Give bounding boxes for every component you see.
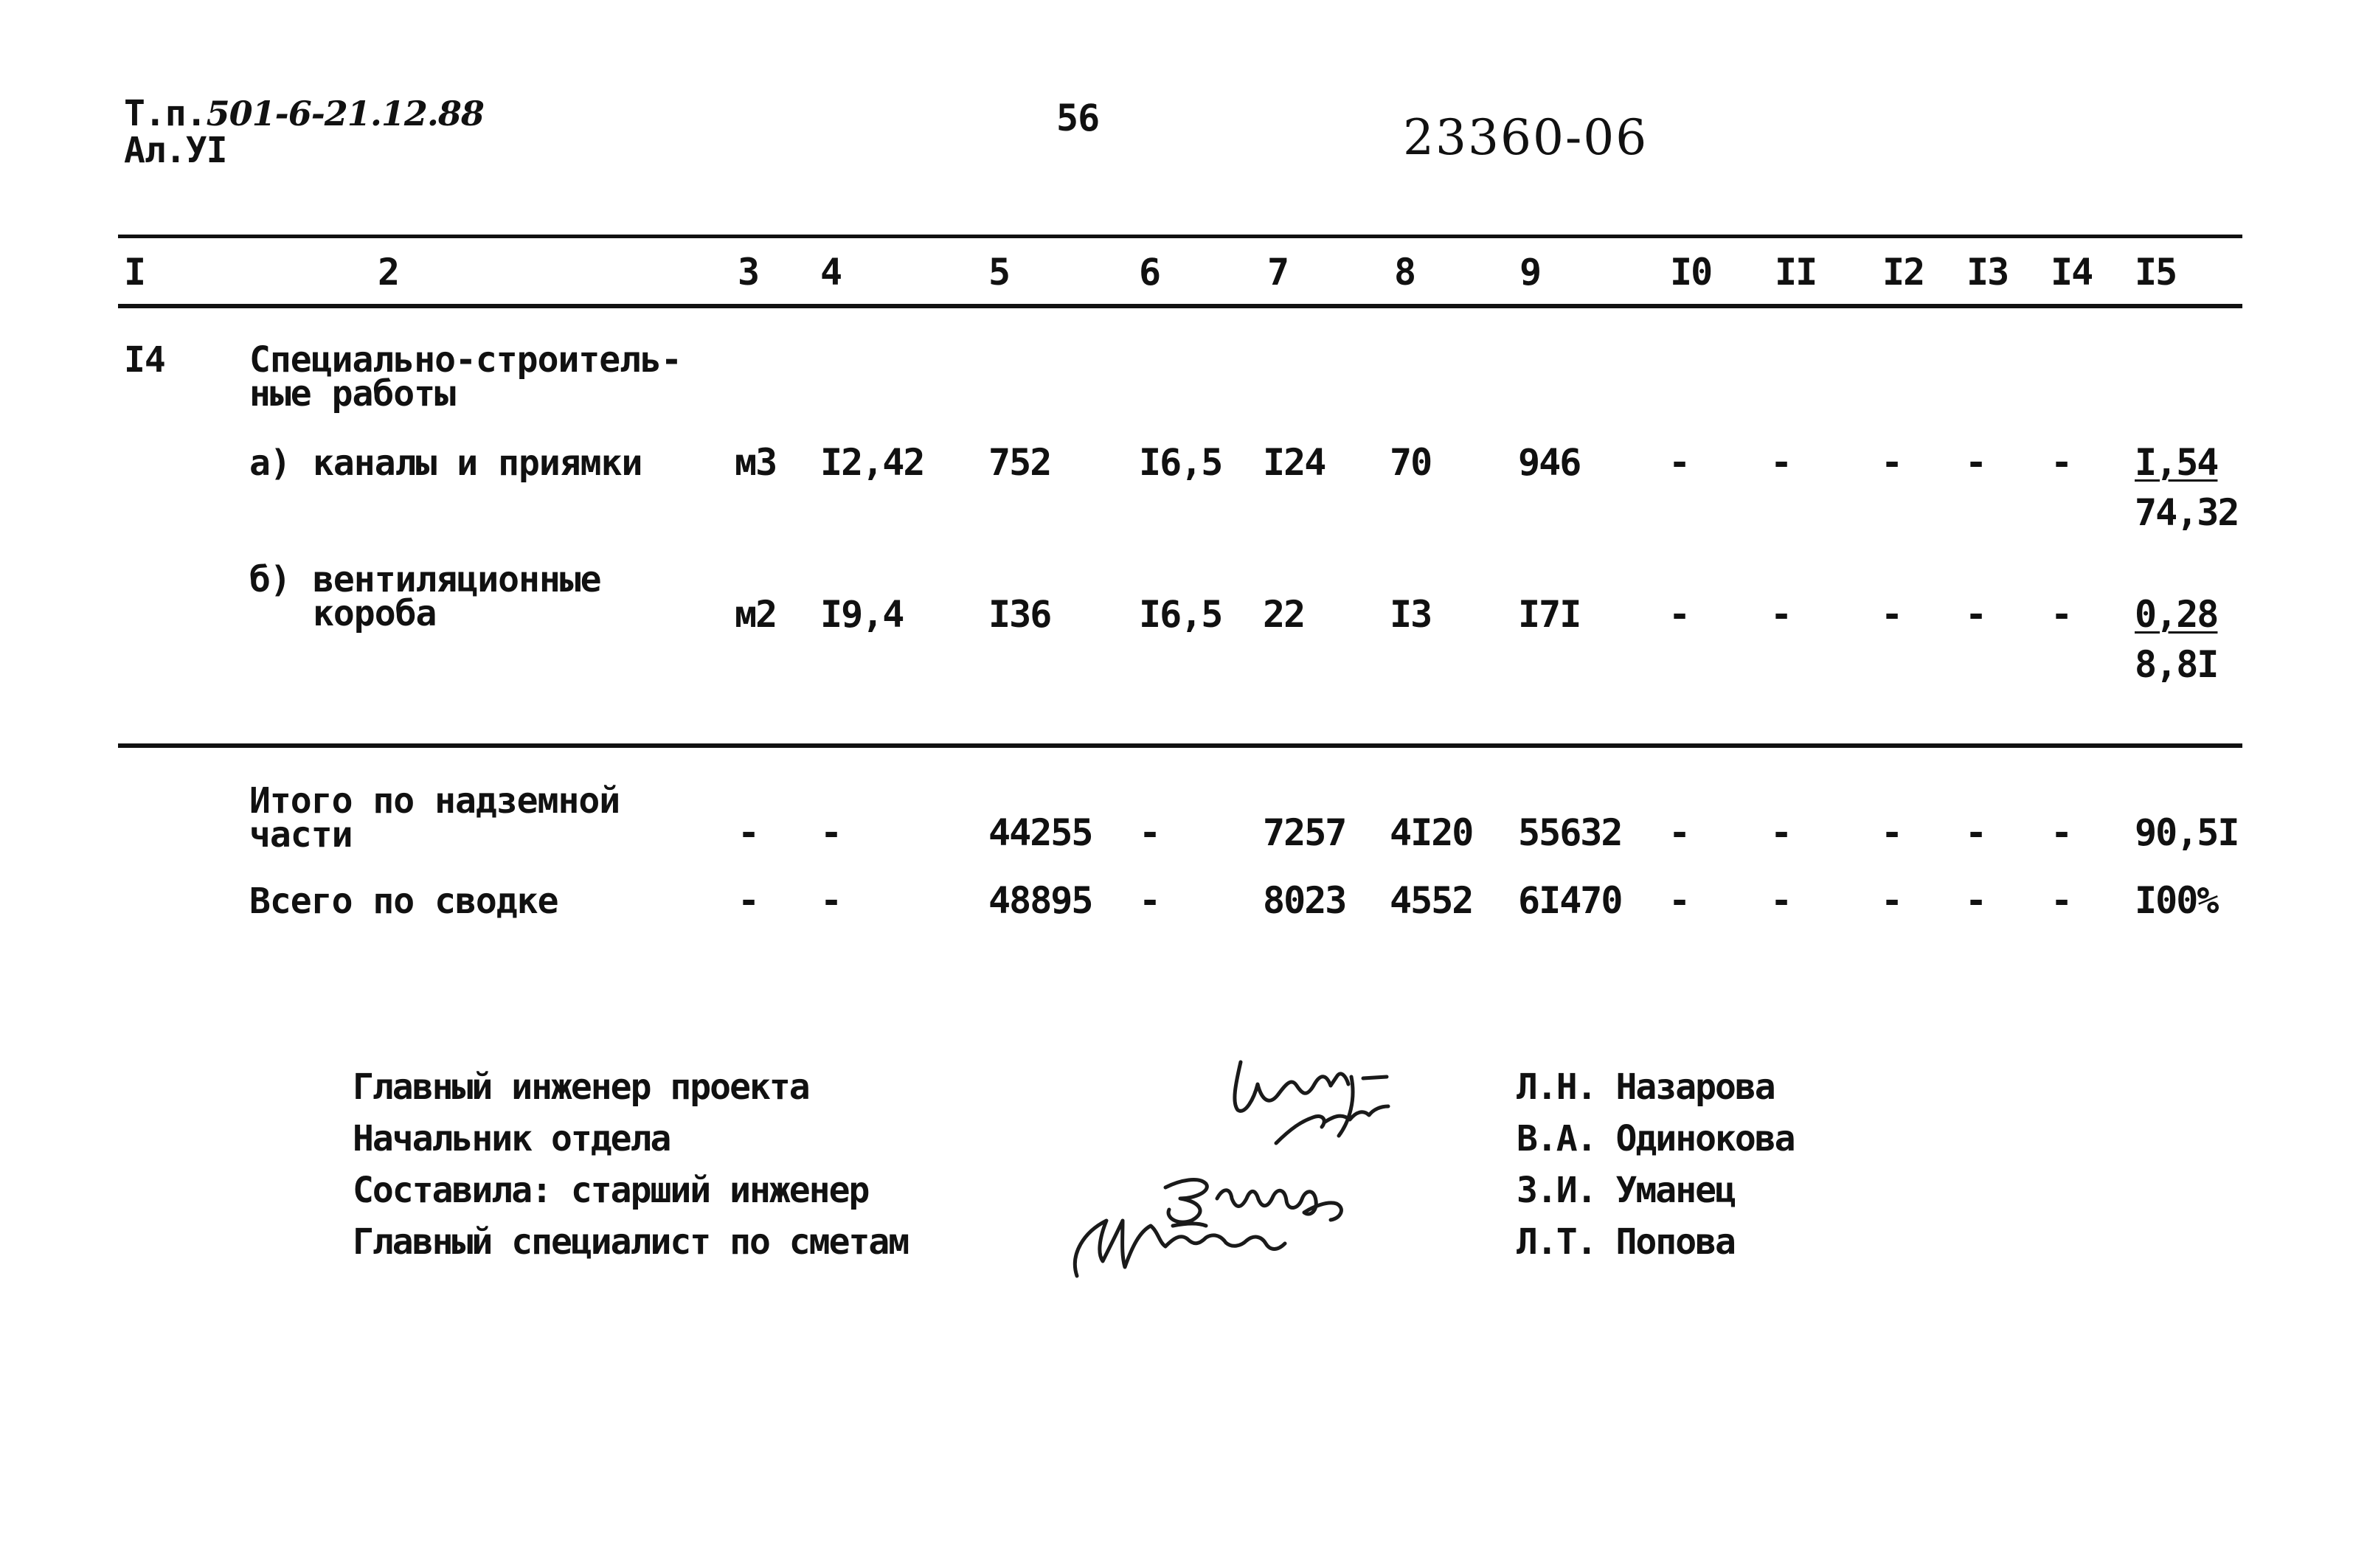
row-col6: I6,5 — [1139, 593, 1222, 636]
col-header-7: 7 — [1267, 251, 1289, 294]
row-col9: 946 — [1518, 441, 1581, 484]
col-header-13: I3 — [1966, 251, 2009, 294]
totals-col12: - — [1881, 811, 1902, 854]
totals-col11: - — [1770, 879, 1792, 922]
totals-col5: 48895 — [988, 879, 1092, 922]
row-col6: I6,5 — [1139, 441, 1222, 484]
row-col12: - — [1881, 593, 1902, 636]
totals-col12: - — [1881, 879, 1902, 922]
row-unit: м2 — [735, 593, 777, 636]
row-col13: - — [1965, 593, 1986, 636]
totals-col6: - — [1139, 811, 1160, 854]
row-col7: 22 — [1263, 593, 1305, 636]
totals-col3: - — [738, 811, 759, 854]
row-col4: I9,4 — [820, 593, 904, 636]
row-col11: - — [1770, 441, 1792, 484]
row-col10: - — [1668, 593, 1690, 636]
totals-col7: 7257 — [1263, 811, 1346, 854]
row-col11: - — [1770, 593, 1792, 636]
signature-name: Л.Т. Попова — [1517, 1221, 1735, 1263]
totals-col6: - — [1139, 879, 1160, 922]
col-header-15: I5 — [2135, 251, 2177, 294]
row-col14: - — [2051, 593, 2072, 636]
section-title-line2: ные работы — [249, 373, 455, 414]
totals-col8: 4552 — [1390, 879, 1473, 922]
album-label: Ал.УI — [124, 130, 227, 171]
totals-col9: 55632 — [1518, 811, 1622, 854]
row-col5: I36 — [988, 593, 1051, 636]
totals-col14: - — [2051, 879, 2072, 922]
section-title-line1: Специально-строитель- — [249, 339, 682, 381]
row-col9: I7I — [1518, 593, 1581, 636]
col-header-9: 9 — [1519, 251, 1541, 294]
totals-col15: I00% — [2135, 879, 2218, 922]
totals-col10: - — [1668, 811, 1690, 854]
row-col15-bottom: 8,8I — [2135, 643, 2218, 686]
col-header-5: 5 — [988, 251, 1010, 294]
totals-col13: - — [1965, 811, 1986, 854]
row-col15-top: I,54 — [2135, 441, 2218, 484]
col-header-1: I — [124, 251, 145, 294]
row-label-prefix: а) — [249, 443, 291, 484]
col-header-2: 2 — [378, 251, 399, 294]
row-col12: - — [1881, 441, 1902, 484]
totals-col4: - — [820, 811, 842, 854]
signature-role: Главный специалист по сметам — [353, 1221, 909, 1263]
col-header-3: 3 — [738, 251, 759, 294]
totals-col11: - — [1770, 811, 1792, 854]
signature-name: Л.Н. Назарова — [1517, 1066, 1775, 1108]
col-header-11: II — [1775, 251, 1817, 294]
totals-label-line2: части — [249, 814, 353, 856]
row-label: вентиляционные — [313, 559, 601, 600]
col-header-4: 4 — [820, 251, 842, 294]
section-number: I4 — [124, 339, 165, 381]
row-col7: I24 — [1263, 441, 1325, 484]
row-label-line2: короба — [313, 593, 437, 634]
col-header-8: 8 — [1394, 251, 1415, 294]
signature-name: З.И. Уманец — [1517, 1170, 1735, 1211]
page-number: 56 — [1056, 97, 1100, 139]
top-rule — [118, 235, 2242, 238]
totals-rule — [118, 743, 2242, 748]
totals-col4: - — [820, 879, 842, 922]
row-col15-bottom: 74,32 — [2135, 491, 2239, 534]
row-col14: - — [2051, 441, 2072, 484]
row-col5: 752 — [988, 441, 1051, 484]
totals-label: Итого по надземной — [249, 780, 620, 822]
totals-col13: - — [1965, 879, 1986, 922]
signature-name: В.А. Одинокова — [1517, 1118, 1795, 1159]
row-col8: I3 — [1390, 593, 1432, 636]
row-col8: 70 — [1390, 441, 1432, 484]
totals-col14: - — [2051, 811, 2072, 854]
row-col10: - — [1668, 441, 1690, 484]
row-col4: I2,42 — [820, 441, 924, 484]
totals-col15: 90,5I — [2135, 811, 2239, 854]
handwritten-signatures — [1047, 1033, 1475, 1305]
totals-label: Всего по сводке — [249, 881, 558, 922]
col-header-10: I0 — [1670, 251, 1712, 294]
totals-col9: 6I470 — [1518, 879, 1622, 922]
signature-role: Начальник отдела — [353, 1118, 670, 1159]
row-unit: м3 — [735, 441, 777, 484]
signature-role: Составила: старший инженер — [353, 1170, 869, 1211]
header-rule — [118, 304, 2242, 308]
signature-role: Главный инженер проекта — [353, 1066, 809, 1108]
row-label-prefix: б) — [249, 559, 291, 600]
row-col15-top: 0,28 — [2135, 593, 2218, 636]
totals-col7: 8023 — [1263, 879, 1346, 922]
totals-col5: 44255 — [988, 811, 1092, 854]
col-header-6: 6 — [1139, 251, 1160, 294]
totals-col8: 4I20 — [1390, 811, 1473, 854]
tp-prefix: Т.п. — [124, 93, 207, 134]
col-header-14: I4 — [2051, 251, 2093, 294]
row-col13: - — [1965, 441, 1986, 484]
row-label: каналы и приямки — [313, 443, 642, 484]
doc-code: 23360-06 — [1403, 109, 1649, 166]
totals-col10: - — [1668, 879, 1690, 922]
col-header-12: I2 — [1882, 251, 1924, 294]
totals-col3: - — [738, 879, 759, 922]
doc-series — [124, 94, 484, 133]
tp-number: 501-6-21.12.88 — [206, 94, 484, 133]
